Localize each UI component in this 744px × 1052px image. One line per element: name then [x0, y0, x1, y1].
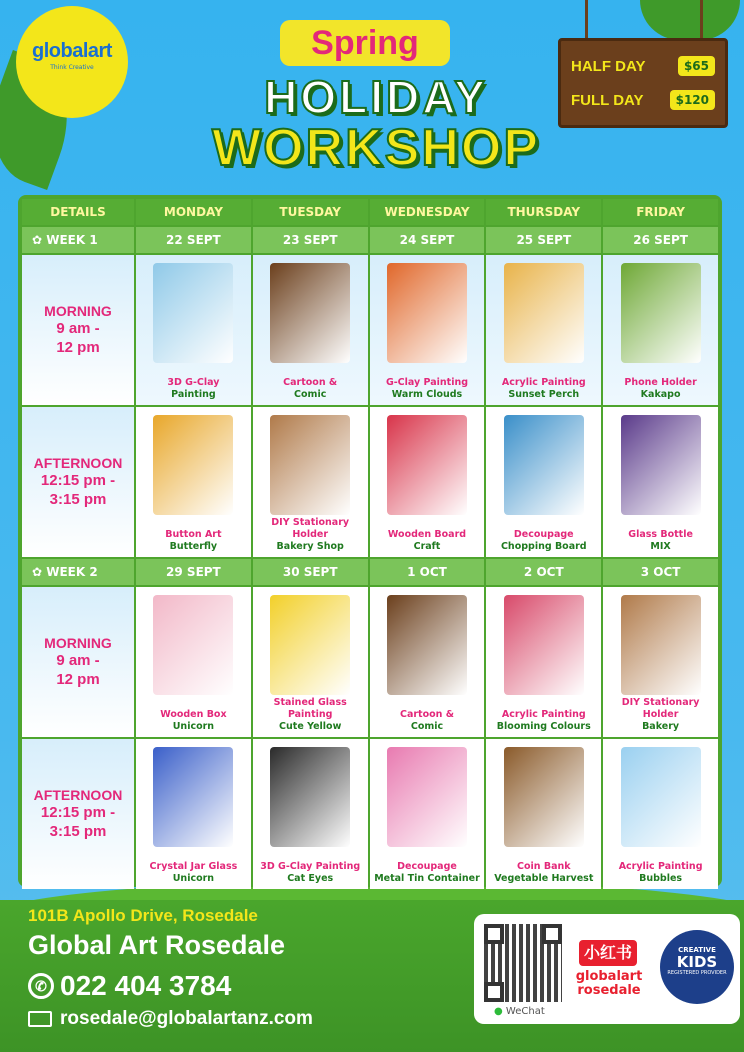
workshop-image [621, 747, 701, 847]
whatsapp-icon: ✆ [28, 973, 54, 999]
sign-rope [585, 0, 588, 40]
header-details: DETAILS [22, 199, 134, 225]
date-cell: 24 SEPT [370, 227, 485, 253]
morning-row [22, 255, 718, 405]
phone-number: 022 404 3784 [60, 970, 232, 1001]
workshop-cell: Coin Bank Vegetable Harvest [486, 739, 601, 889]
morning-row [22, 587, 718, 737]
header-monday: MONDAY [136, 199, 251, 225]
title-workshop: WORKSHOP [212, 119, 540, 177]
sprout-icon: ✿ [32, 565, 47, 579]
workshop-cell: 3D G-Clay Painting Cat Eyes [253, 739, 368, 889]
footer-business-name: Global Art Rosedale [28, 930, 286, 960]
sprout-icon: ✿ [32, 233, 47, 247]
brand-logo-text: globalart [32, 40, 112, 62]
xiaohongshu-logo: 小红书 [579, 940, 637, 966]
title-holiday: HOLIDAY [264, 71, 488, 123]
schedule-grid [18, 195, 722, 887]
week-label: ✿ WEEK 2 [22, 559, 134, 585]
footer-email[interactable] [28, 1008, 313, 1030]
workshop-cell: Glass Bottle MIX [603, 407, 718, 557]
workshop-cell: Wooden Board Craft [370, 407, 485, 557]
header-friday: FRIDAY [603, 199, 718, 225]
qr-corner [484, 982, 504, 1002]
qr-corner [484, 924, 504, 944]
date-cell: 1 OCT [370, 559, 485, 585]
header-row [22, 199, 718, 225]
workshop-cell: DIY Stationary Holder Bakery [603, 587, 718, 737]
social-panel [474, 914, 740, 1024]
qr-corner [542, 924, 562, 944]
creative-kids-badge: CREATIVE KIDS REGISTERED PROVIDER [660, 930, 734, 1004]
workshop-cell: Decoupage Chopping Board [486, 407, 601, 557]
qr-code[interactable] [484, 924, 562, 1002]
footer-phone[interactable] [28, 970, 231, 1002]
date-cell: 26 SEPT [603, 227, 718, 253]
price-row-full-day [571, 83, 715, 117]
workshop-image [270, 415, 350, 515]
workshop-cell: 3D G-Clay Painting [136, 255, 251, 405]
workshop-cell: Crystal Jar Glass Unicorn [136, 739, 251, 889]
workshop-image [153, 747, 233, 847]
workshop-cell: Cartoon & Comic [370, 587, 485, 737]
date-cell: 3 OCT [603, 559, 718, 585]
price-label: HALF DAY [571, 57, 646, 75]
date-cell: 29 SEPT [136, 559, 251, 585]
afternoon-row [22, 407, 718, 557]
workshop-cell: Stained Glass Painting Cute Yellow [253, 587, 368, 737]
date-cell: 30 SEPT [253, 559, 368, 585]
pricing-sign [558, 38, 728, 128]
workshop-image [504, 415, 584, 515]
workshop-cell: Wooden Box Unicorn [136, 587, 251, 737]
wechat-icon: ● [494, 1006, 503, 1017]
title-spring: Spring [280, 20, 450, 66]
week-row [22, 227, 718, 253]
workshop-image [387, 747, 467, 847]
slot-label-afternoon: AFTERNOON 12:15 pm - 3:15 pm [22, 739, 134, 889]
workshop-image [621, 263, 701, 363]
workshop-cell: Cartoon & Comic [253, 255, 368, 405]
workshop-image [153, 415, 233, 515]
price-value: $120 [670, 90, 715, 110]
brand-logo [16, 6, 128, 118]
wechat-label: ● WeChat [494, 1006, 545, 1017]
sign-rope [700, 0, 703, 40]
afternoon-row [22, 739, 718, 889]
workshop-cell: Acrylic Painting Blooming Colours [486, 587, 601, 737]
workshop-cell: Phone Holder Kakapo [603, 255, 718, 405]
header-wednesday: WEDNESDAY [370, 199, 485, 225]
workshop-image [387, 263, 467, 363]
workshop-image [504, 595, 584, 695]
slot-label-morning: MORNING 9 am - 12 pm [22, 255, 134, 405]
workshop-cell: G-Clay Painting Warm Clouds [370, 255, 485, 405]
slot-label-afternoon: AFTERNOON 12:15 pm - 3:15 pm [22, 407, 134, 557]
date-cell: 23 SEPT [253, 227, 368, 253]
price-label: FULL DAY [571, 91, 644, 109]
workshop-cell: Acrylic Painting Sunset Perch [486, 255, 601, 405]
workshop-image [270, 747, 350, 847]
week-label: ✿ WEEK 1 [22, 227, 134, 253]
date-cell: 2 OCT [486, 559, 601, 585]
week-row [22, 559, 718, 585]
workshop-image [153, 263, 233, 363]
xiaohongshu-account: globalart rosedale [575, 969, 643, 998]
workshop-image [387, 415, 467, 515]
schedule-table [20, 197, 720, 891]
email-address: rosedale@globalartanz.com [60, 1008, 313, 1029]
slot-label-morning: MORNING 9 am - 12 pm [22, 587, 134, 737]
price-row-half-day [571, 49, 715, 83]
workshop-cell: DIY Stationary Holder Bakery Shop [253, 407, 368, 557]
workshop-image [387, 595, 467, 695]
workshop-image [621, 415, 701, 515]
date-cell: 25 SEPT [486, 227, 601, 253]
workshop-cell: Button Art Butterfly [136, 407, 251, 557]
workshop-image [270, 263, 350, 363]
footer-address: 101B Apollo Drive, Rosedale [28, 906, 258, 925]
header-thursday: THURSDAY [486, 199, 601, 225]
workshop-image [270, 595, 350, 695]
date-cell: 22 SEPT [136, 227, 251, 253]
price-value: $65 [678, 56, 715, 76]
header-tuesday: TUESDAY [253, 199, 368, 225]
workshop-image [621, 595, 701, 695]
workshop-image [504, 747, 584, 847]
brand-tagline: Think Creative [50, 64, 94, 71]
workshop-cell: Decoupage Metal Tin Container [370, 739, 485, 889]
workshop-image [153, 595, 233, 695]
workshop-image [504, 263, 584, 363]
workshop-cell: Acrylic Painting Bubbles [603, 739, 718, 889]
mail-icon [28, 1011, 52, 1027]
